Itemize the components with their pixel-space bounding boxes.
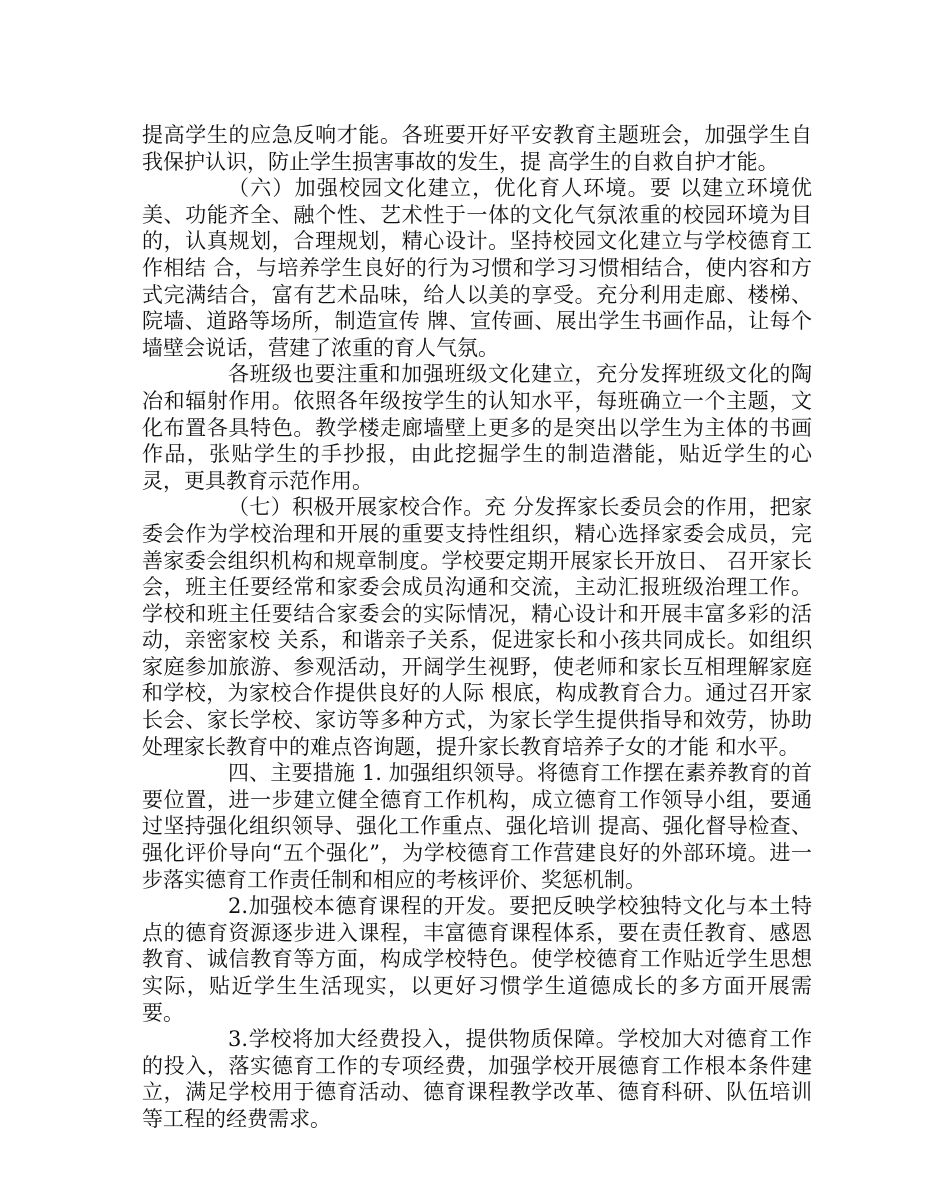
paragraph-1: 提高学生的应急反响才能。各班要开好平安教育主题班会，加强学生自我保护认识，防止学生损害事故的发生，提 高学生的自救自护才能。 [142, 123, 812, 174]
document-page [142, 122, 812, 1133]
paragraph-2: （六）加强校园文化建立，优化育人环境。要 以建立环境优美、功能齐全、融个性、艺术性于一体的文化气氛浓重的校园环境为目的，认真规划，合理规划，精心设计。坚持校园文化建立与学校德育工作相结 合，与培养学生良好的行为习惯和学习习惯相结合，使内容和方式完满结合，富有艺术品味，给人以美的享受。充分利用走廊、楼梯、院墙、道路等场所，制造宣传 牌、宣传画、展出学生书画作品，让每个墙壁会说话，营建了浓重的育人气氛。 [142, 176, 812, 360]
paragraph-4: （七）积极开展家校合作。充 分发挥家长委员会的作用，把家委会作为学校治理和开展的重要支持性组织，精心选择家委会成员，完善家委会组织机构和规章制度。学校要定期开展家长开放日、 召开家长会，班主任要经常和家委会成员沟通和交流，主动汇报班级治理工作。学校和班主任要结合家委会的实际情况，精心设计和开展丰富多彩的活动，亲密家校 关系，和谐亲子关系，促进家长和小孩共同成长。如组织家庭参加旅游、参观活动，开阔学生视野，使老师和家长互相理解家庭和学校，为家校合作提供良好的人际 根底，构成教育合力。通过召开家长会、家长学校、家访等多种方式，为家长学生提供指导和效劳，协助处理家长教育中的难点咨询题，提升家长教育培养子女的才能 和水平。 [142, 495, 812, 759]
paragraph-7: 3.学校将加大经费投入，提供物质保障。学校加大对德育工作的投入，落实德育工作的专项经费，加强学校开展德育工作根本条件建立，满足学校用于德育活动、德育课程教学改革、德育科研、队伍培训等工程的经费需求。 [142, 1027, 812, 1131]
paragraph-6: 2.加强校本德育课程的开发。要把反映学校独特文化与本土特点的德育资源逐步进入课程，丰富德育课程体系，要在责任教育、感恩教育、诚信教育等方面，构成学校特色。使学校德育工作贴近学生思想实际，贴近学生生活现实，以更好习惯学生道德成长的多方面开展需要。 [142, 894, 812, 1025]
paragraph-5: 四、主要措施 1. 加强组织领导。将德育工作摆在素养教育的首要位置，进一步建立健全德育工作机构，成立德育工作领导小组，要通过坚持强化组织领导、强化工作重点、强化培训 提高、强化督导检查、强化评价导向“五个强化”，为学校德育工作营建良好的外部环境。进一步落实德育工作责任制和相应的考核评价、奖惩机制。 [142, 761, 812, 892]
paragraph-3: 各班级也要注重和加强班级文化建立，充分发挥班级文化的陶冶和辐射作用。依照各年级按学生的认知水平，每班确立一个主题，文化布置各具特色。教学楼走廊墙壁上更多的是突出以学生为主体的书画作品，张贴学生的手抄报，由此挖掘学生的制造潜能，贴近学生的心灵，更具教育示范作用。 [142, 362, 812, 493]
